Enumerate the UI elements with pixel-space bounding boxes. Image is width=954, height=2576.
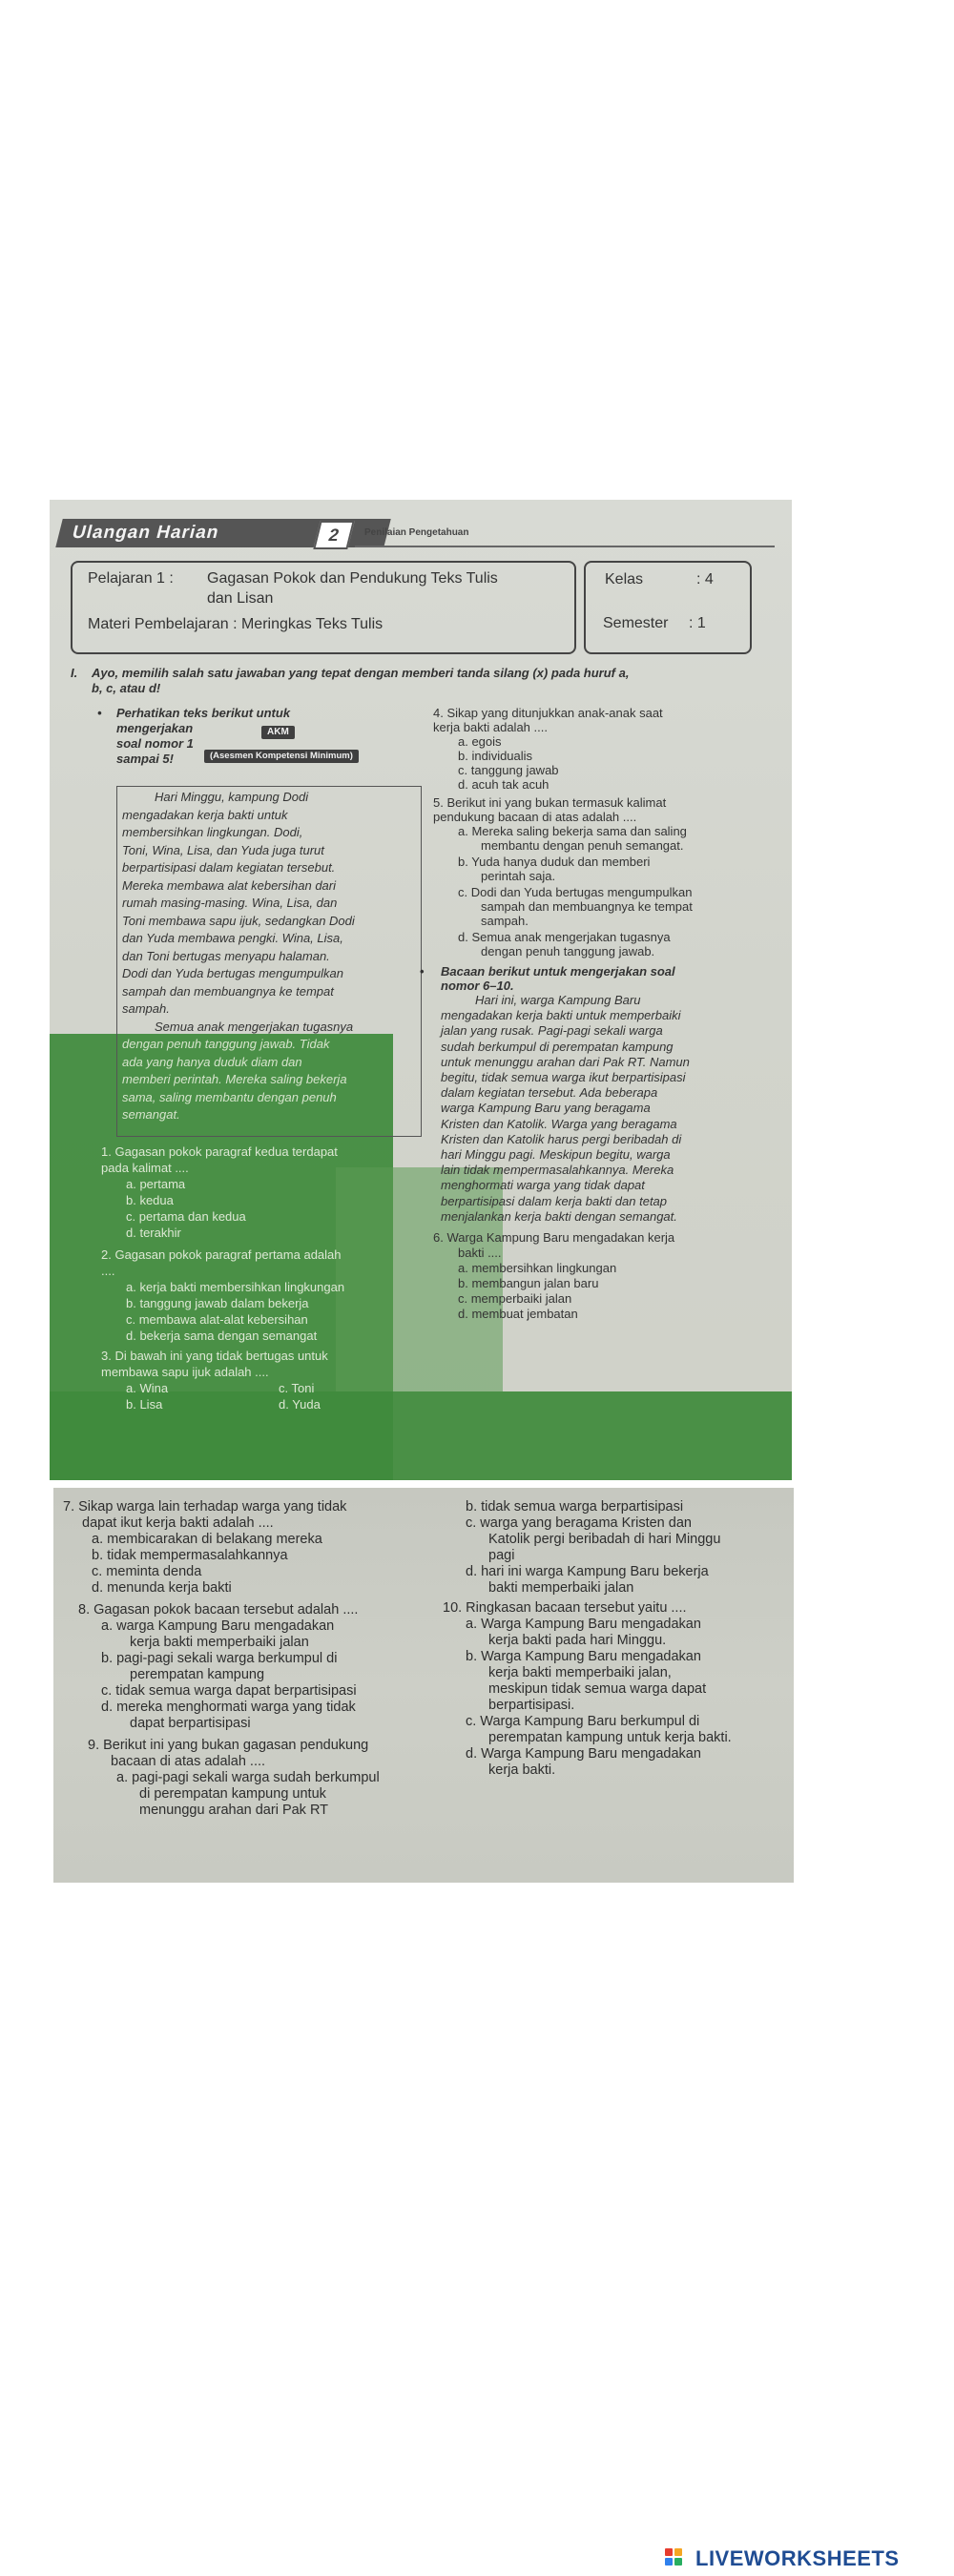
passage-line: sampah dan membuangnya ke tempat bbox=[122, 983, 334, 999]
passage-line: ada yang hanya duduk diam dan bbox=[122, 1054, 302, 1069]
question-8-option: c. tidak semua warga dapat berpartisipasi bbox=[101, 1683, 357, 1699]
question-8-option: d. mereka menghormati warga yang tidak bbox=[101, 1700, 356, 1715]
intro-text: mengerjakan bbox=[116, 721, 194, 735]
question-10-option: a. Warga Kampung Baru mengadakan bbox=[466, 1617, 701, 1632]
question-6-text: 6. Warga Kampung Baru mengadakan kerja bbox=[433, 1230, 675, 1245]
passage-line: berpartisipasi dalam kegiatan tersebut. bbox=[122, 860, 336, 875]
logo-square-icon bbox=[665, 2558, 673, 2566]
question-9-option: d. hari ini warga Kampung Baru bekerja bbox=[466, 1564, 709, 1579]
question-7-option: c. meminta denda bbox=[92, 1564, 202, 1579]
passage-line: sama, saling membantu dengan penuh bbox=[122, 1089, 337, 1104]
passage2-line: mengadakan kerja bakti untuk memperbaiki bbox=[441, 1008, 681, 1023]
question-9-text: 9. Berikut ini yang bukan gagasan pendukung bbox=[88, 1738, 369, 1753]
passage-line: membersihkan lingkungan. Dodi, bbox=[122, 825, 303, 839]
question-5-option: c. Dodi dan Yuda bertugas mengumpulkan bbox=[458, 885, 693, 899]
question-6-option: c. memperbaiki jalan bbox=[458, 1291, 572, 1306]
logo-square-icon bbox=[674, 2558, 682, 2566]
banner-number: 2 bbox=[313, 521, 354, 549]
passage-line: memberi perintah. Mereka saling bekerja bbox=[122, 1072, 347, 1086]
question-2-option: d. bekerja sama dengan semangat bbox=[126, 1329, 318, 1343]
question-2-option: a. kerja bakti membersihkan lingkungan bbox=[126, 1280, 345, 1294]
intro2-text: nomor 6–10. bbox=[441, 979, 514, 993]
question-3-text: 3. Di bawah ini yang tidak bertugas untuk bbox=[101, 1349, 328, 1363]
passage2-line: jalan yang rusak. Pagi-pagi sekali warga bbox=[441, 1023, 663, 1039]
question-1-option: d. terakhir bbox=[126, 1226, 181, 1240]
question-4-option: c. tanggung jawab bbox=[458, 763, 559, 777]
question-1-text: pada kalimat .... bbox=[101, 1161, 189, 1175]
worksheet-photo-page-1 bbox=[50, 500, 792, 1480]
question-9-option: pagi bbox=[488, 1548, 515, 1563]
question-6-option: d. membuat jembatan bbox=[458, 1307, 578, 1321]
question-6-text: bakti .... bbox=[458, 1246, 502, 1260]
question-1-option: c. pertama dan kedua bbox=[126, 1209, 246, 1224]
intro-text: soal nomor 1 bbox=[116, 736, 194, 751]
question-5-option: b. Yuda hanya duduk dan memberi bbox=[458, 855, 651, 869]
passage2-line: berpartisipasi dalam kerja bakti dan tetap bbox=[441, 1193, 668, 1208]
question-3-option: d. Yuda bbox=[279, 1397, 321, 1412]
question-9-option: di perempatan kampung untuk bbox=[139, 1786, 326, 1802]
passage-line: dan Toni bertugas menyapu halaman. bbox=[122, 948, 330, 963]
question-8-option: a. warga Kampung Baru mengadakan bbox=[101, 1618, 335, 1634]
question-5-option: d. Semua anak mengerjakan tugasnya bbox=[458, 930, 671, 944]
question-1-option: b. kedua bbox=[126, 1193, 174, 1207]
question-7-option: d. menunda kerja bakti bbox=[92, 1580, 232, 1596]
question-3-option: b. Lisa bbox=[126, 1397, 163, 1412]
question-5-option: sampah dan membuangnya ke tempat bbox=[481, 899, 693, 914]
intro-text: sampai 5! bbox=[116, 752, 174, 766]
question-5-option: membantu dengan penuh semangat. bbox=[481, 838, 684, 853]
passage-line: semangat. bbox=[122, 1107, 180, 1122]
passage-line: Mereka membawa alat kebersihan dari bbox=[122, 877, 336, 893]
instruction-text-cont: b, c, atau d! bbox=[92, 681, 161, 695]
passage2-line: warga Kampung Baru yang beragama bbox=[441, 1101, 651, 1116]
question-10-option: meskipun tidak semua warga dapat bbox=[488, 1681, 707, 1697]
passage2-line: Kristen dan Katolik harus pergi beribadah di bbox=[441, 1131, 682, 1146]
question-2-option: c. membawa alat-alat kebersihan bbox=[126, 1312, 308, 1327]
akm-badge: AKM bbox=[261, 726, 295, 739]
question-7-option: b. tidak mempermasalahkannya bbox=[92, 1548, 288, 1563]
question-4-option: a. egois bbox=[458, 734, 502, 749]
liveworksheets-logo bbox=[665, 2546, 900, 2571]
intro-bullet: • bbox=[420, 964, 425, 979]
intro2-text: Bacaan berikut untuk mengerjakan soal bbox=[441, 964, 675, 979]
passage-line: Hari Minggu, kampung Dodi bbox=[155, 790, 309, 804]
question-4-option: d. acuh tak acuh bbox=[458, 777, 550, 792]
question-3-text: membawa sapu ijuk adalah .... bbox=[101, 1365, 269, 1379]
liveworksheets-logo-text: LIVEWORKSHEETS bbox=[695, 2546, 900, 2570]
question-1-text: 1. Gagasan pokok paragraf kedua terdapat bbox=[101, 1144, 338, 1159]
question-7-text: dapat ikut kerja bakti adalah .... bbox=[82, 1515, 274, 1531]
question-9-option: bakti memperbaiki jalan bbox=[488, 1580, 634, 1596]
question-3-option: c. Toni bbox=[279, 1381, 315, 1395]
banner-title: Ulangan Harian bbox=[55, 519, 390, 547]
banner-rule bbox=[355, 546, 775, 547]
passage-line: sampah. bbox=[122, 1001, 170, 1016]
passage-line: rumah masing-masing. Wina, Lisa, dan bbox=[122, 896, 338, 910]
instruction-text: Ayo, memilih salah satu jawaban yang tepat dengan memberi tanda silang (x) pada huruf a, bbox=[92, 666, 630, 680]
intro-bullet: • bbox=[97, 706, 102, 720]
intro-text: Perhatikan teks berikut untuk bbox=[116, 706, 291, 720]
passage2-line: dalam kegiatan tersebut. Ada beberapa bbox=[441, 1085, 658, 1101]
question-9-option: b. tidak semua warga berpartisipasi bbox=[466, 1499, 684, 1515]
question-8-option: perempatan kampung bbox=[130, 1667, 265, 1682]
question-9-text: bacaan di atas adalah .... bbox=[111, 1754, 266, 1769]
question-8-text: 8. Gagasan pokok bacaan tersebut adalah .... bbox=[78, 1602, 359, 1618]
question-9-option: a. pagi-pagi sekali warga sudah berkumpul bbox=[116, 1770, 380, 1785]
question-8-option: kerja bakti memperbaiki jalan bbox=[130, 1635, 309, 1650]
question-4-option: b. individualis bbox=[458, 749, 533, 763]
lesson-label: Pelajaran 1 : bbox=[88, 570, 174, 587]
kelas-label: Kelas bbox=[605, 571, 644, 587]
question-9-option: Katolik pergi beribadah di hari Minggu bbox=[488, 1532, 721, 1547]
question-5-text: pendukung bacaan di atas adalah .... bbox=[433, 810, 637, 824]
logo-square-icon bbox=[665, 2548, 673, 2556]
question-7-option: a. membicarakan di belakang mereka bbox=[92, 1532, 322, 1547]
question-10-option: kerja bakti pada hari Minggu. bbox=[488, 1633, 667, 1648]
liveworksheets-logo-icon bbox=[665, 2548, 692, 2569]
question-5-text: 5. Berikut ini yang bukan termasuk kalimat bbox=[433, 795, 667, 810]
question-10-option: perempatan kampung untuk kerja bakti. bbox=[488, 1730, 732, 1745]
passage2-line: Hari ini, warga Kampung Baru bbox=[475, 993, 641, 1007]
question-2-text: .... bbox=[101, 1264, 115, 1278]
passage-line: dan Yuda membawa pengki. Wina, Lisa, bbox=[122, 931, 343, 945]
question-4-text: 4. Sikap yang ditunjukkan anak-anak saat bbox=[433, 706, 663, 720]
logo-square-icon bbox=[674, 2548, 682, 2556]
passage2-line: sudah berkumpul di perempatan kampung bbox=[441, 1039, 674, 1054]
question-8-option: b. pagi-pagi sekali warga berkumpul di bbox=[101, 1651, 338, 1666]
instruction-number: I. bbox=[71, 666, 78, 680]
passage2-line: untuk menunggu arahan dari Pak RT. Namun bbox=[441, 1054, 690, 1069]
passage-line: Toni membawa sapu ijuk, sedangkan Dodi bbox=[122, 913, 355, 928]
question-8-option: dapat berpartisipasi bbox=[130, 1716, 251, 1731]
question-6-option: b. membangun jalan baru bbox=[458, 1276, 599, 1290]
question-10-option: b. Warga Kampung Baru mengadakan bbox=[466, 1649, 701, 1664]
question-9-option: menunggu arahan dari Pak RT bbox=[139, 1803, 329, 1818]
question-10-option: berpartisipasi. bbox=[488, 1698, 575, 1713]
kelas-value: : 4 bbox=[696, 571, 714, 587]
passage-line: Dodi dan Yuda bertugas mengumpulkan bbox=[122, 966, 343, 980]
passage2-line: menghormati warga yang tidak dapat bbox=[441, 1178, 645, 1193]
question-2-option: b. tanggung jawab dalam bekerja bbox=[126, 1296, 309, 1310]
question-10-option: kerja bakti memperbaiki jalan, bbox=[488, 1665, 672, 1680]
passage2-line: Kristen dan Katolik. Warga yang beragama bbox=[441, 1116, 677, 1131]
passage2-line: hari Minggu pagi. Meskipun begitu, warga bbox=[441, 1147, 671, 1162]
passage-line: Semua anak mengerjakan tugasnya bbox=[155, 1019, 354, 1034]
question-5-option: a. Mereka saling bekerja sama dan saling bbox=[458, 824, 687, 838]
question-10-option: kerja bakti. bbox=[488, 1762, 556, 1778]
passage-line: dengan penuh tanggung jawab. Tidak bbox=[122, 1037, 330, 1051]
worksheet-photo-page-2 bbox=[53, 1488, 794, 1883]
semester-label: Semester bbox=[603, 615, 669, 631]
question-5-option: perintah saja. bbox=[481, 869, 556, 883]
question-9-option: c. warga yang beragama Kristen dan bbox=[466, 1515, 692, 1531]
passage2-line: menjalankan kerja bakti dengan semangat. bbox=[441, 1208, 677, 1224]
question-10-option: d. Warga Kampung Baru mengadakan bbox=[466, 1746, 701, 1762]
question-2-text: 2. Gagasan pokok paragraf pertama adalah bbox=[101, 1247, 342, 1262]
passage2-line: lain tidak mempermasalahkannya. Mereka bbox=[441, 1163, 674, 1178]
question-4-text: kerja bakti adalah .... bbox=[433, 720, 548, 734]
material-title: Materi Pembelajaran : Meringkas Teks Tulis bbox=[88, 616, 384, 632]
question-10-text: 10. Ringkasan bacaan tersebut yaitu .... bbox=[443, 1600, 687, 1616]
lesson-title-cont: dan Lisan bbox=[207, 590, 274, 607]
passage2-line: begitu, tidak semua warga ikut berpartisipasi bbox=[441, 1070, 686, 1084]
banner-subtitle: Penilaian Pengetahuan bbox=[364, 527, 469, 538]
passage-line: Toni, Wina, Lisa, dan Yuda juga turut bbox=[122, 842, 324, 857]
question-10-option: c. Warga Kampung Baru berkumpul di bbox=[466, 1714, 700, 1729]
semester-value: : 1 bbox=[689, 615, 706, 631]
question-6-option: a. membersihkan lingkungan bbox=[458, 1261, 617, 1275]
question-7-text: 7. Sikap warga lain terhadap warga yang tidak bbox=[63, 1499, 347, 1515]
question-3-option: a. Wina bbox=[126, 1381, 169, 1395]
passage-line: mengadakan kerja bakti untuk bbox=[122, 807, 288, 822]
question-5-option: dengan penuh tanggung jawab. bbox=[481, 944, 655, 958]
question-1-option: a. pertama bbox=[126, 1177, 186, 1191]
lesson-title: Gagasan Pokok dan Pendukung Teks Tulis bbox=[207, 570, 498, 587]
akm-full-badge: (Asesmen Kompetensi Minimum) bbox=[204, 750, 359, 763]
question-5-option: sampah. bbox=[481, 914, 529, 928]
